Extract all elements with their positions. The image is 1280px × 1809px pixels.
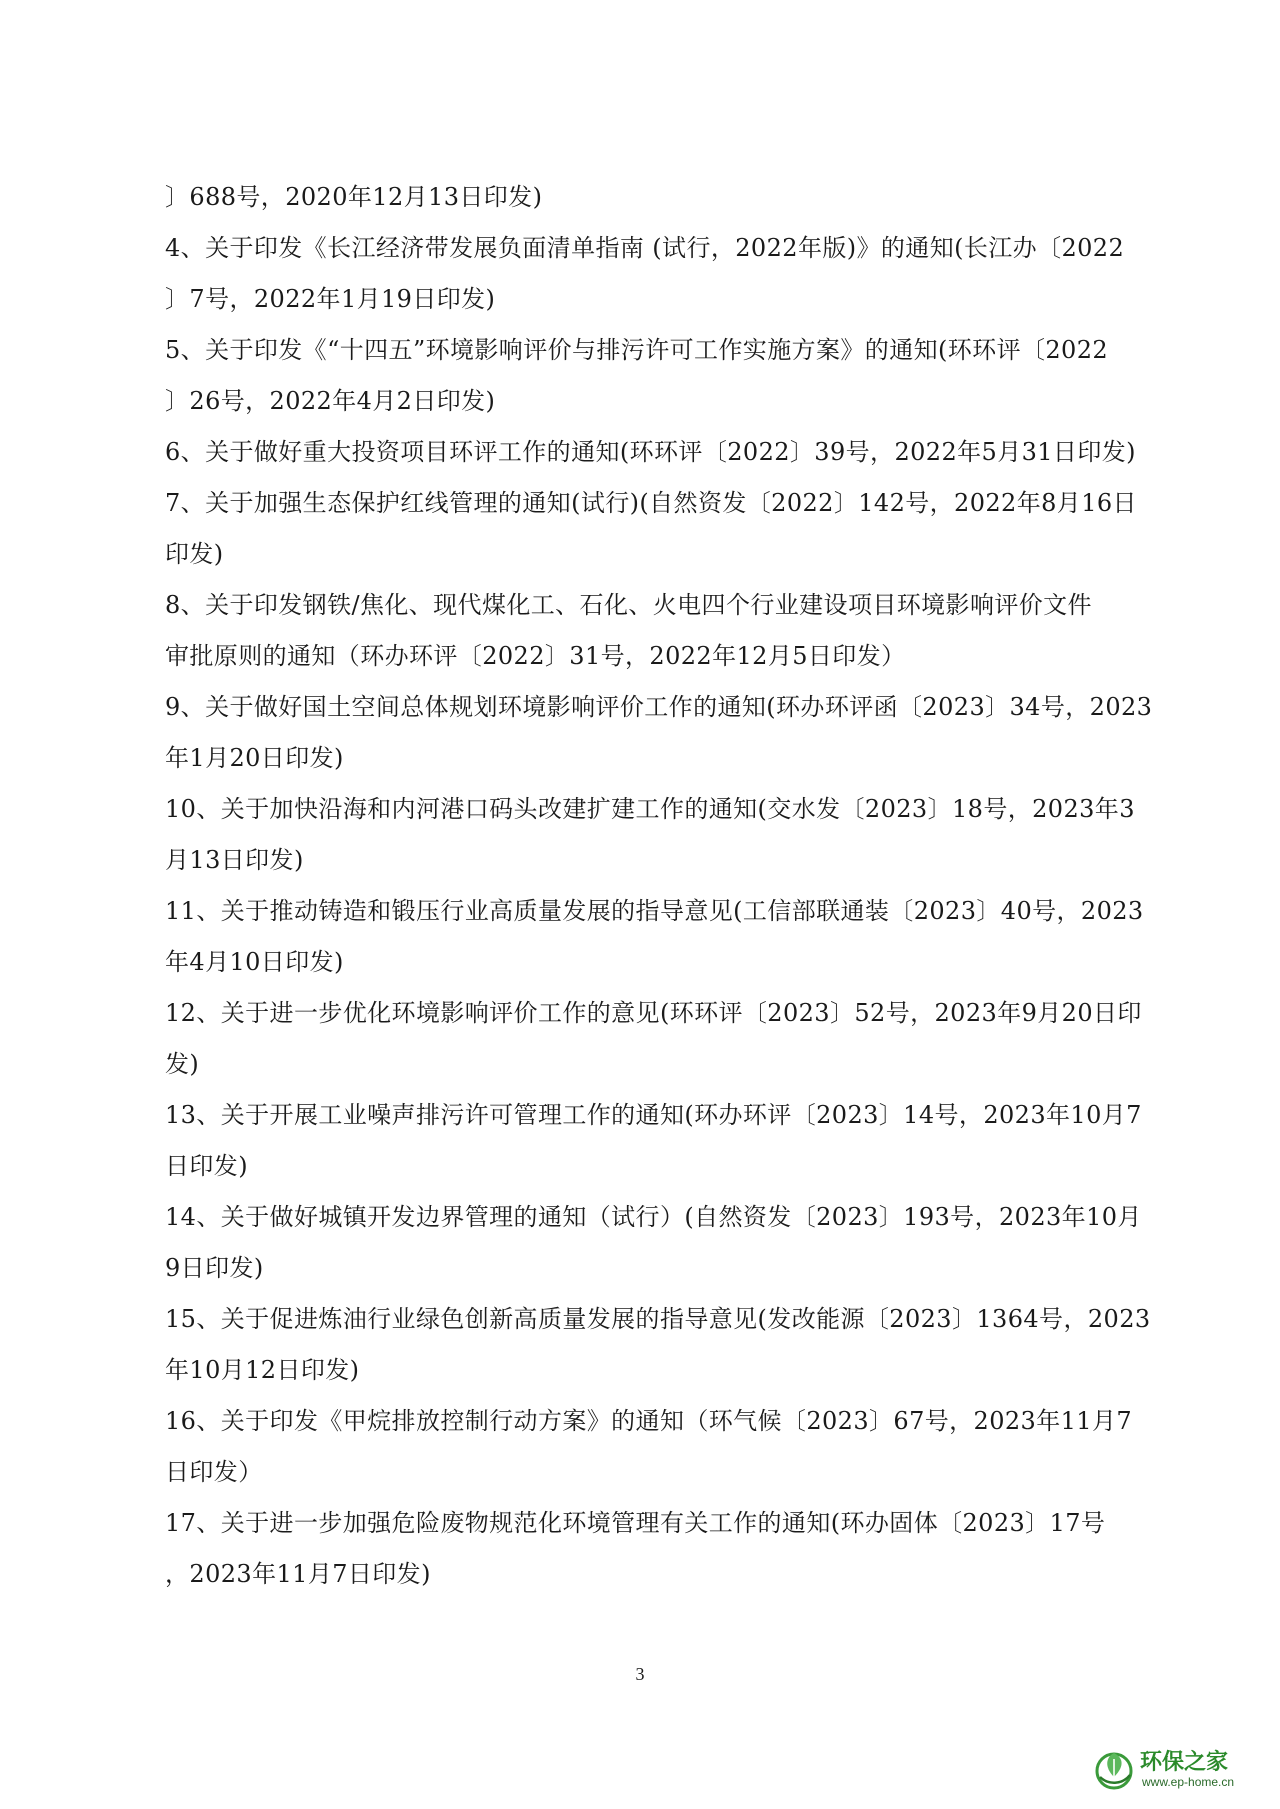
watermark (1092, 1743, 1262, 1799)
text-line: 13、关于开展工业噪声排污许可管理工作的通知(环办环评〔2023〕14号，2023年10月7 (165, 1101, 1142, 1129)
text-line: 年4月10日印发) (165, 948, 344, 976)
text-line: 4、关于印发《长江经济带发展负面清单指南 (试行，2022年版)》的通知(长江办〔2022 (165, 234, 1125, 262)
text-line: 印发) (165, 540, 224, 568)
text-line: 9日印发) (165, 1254, 264, 1282)
text-line: 年10月12日印发) (165, 1356, 360, 1384)
text-line: 17、关于进一步加强危险废物规范化环境管理有关工作的通知(环办固体〔2023〕17号 (165, 1509, 1106, 1537)
text-line: 16、关于印发《甲烷排放控制行动方案》的通知（环气候〔2023〕67号，2023年11月7 (165, 1407, 1133, 1435)
regulation-list (165, 172, 1153, 1600)
text-line: 日印发） (165, 1458, 263, 1486)
text-line: 6、关于做好重大投资项目环评工作的通知(环环评〔2022〕39号，2022年5月31日印发) (165, 438, 1136, 466)
text-line: 7、关于加强生态保护红线管理的通知(试行)(自然资发〔2022〕142号，2022年8月16日 (165, 489, 1137, 517)
text-line: 〕7号，2022年1月19日印发) (165, 285, 496, 313)
text-line: 11、关于推动铸造和锻压行业高质量发展的指导意见(工信部联通装〔2023〕40号，2023 (165, 897, 1144, 925)
text-line: 15、关于促进炼油行业绿色创新高质量发展的指导意见(发改能源〔2023〕1364号，2023 (165, 1305, 1151, 1333)
text-line: 年1月20日印发) (165, 744, 344, 772)
text-line: 14、关于做好城镇开发边界管理的通知（试行）(自然资发〔2023〕193号，2023年10月 (165, 1203, 1142, 1231)
text-line: 发) (165, 1050, 200, 1078)
watermark-url: www.ep-home.cn (1142, 1775, 1235, 1789)
text-line: 日印发) (165, 1152, 248, 1180)
text-line: 10、关于加快沿海和内河港口码头改建扩建工作的通知(交水发〔2023〕18号，2023年3 (165, 795, 1135, 823)
text-line: 5、关于印发《“十四五”环境影响评价与排污许可工作实施方案》的通知(环环评〔2022 (165, 336, 1109, 364)
text-line: 9、关于做好国土空间总体规划环境影响评价工作的通知(环办环评函〔2023〕34号，2023 (165, 693, 1153, 721)
text-line: 月13日印发) (165, 846, 304, 874)
leaf-logo-icon (1092, 1747, 1136, 1791)
text-line: 〕26号，2022年4月2日印发) (165, 387, 496, 415)
text-line: 8、关于印发钢铁/焦化、现代煤化工、石化、火电四个行业建设项目环境影响评价文件 (165, 591, 1092, 619)
text-line: 12、关于进一步优化环境影响评价工作的意见(环环评〔2023〕52号，2023年9月20日印 (165, 999, 1142, 1027)
text-line: ，2023年11月7日印发) (165, 1560, 431, 1588)
text-line: 审批原则的通知（环办环评〔2022〕31号，2022年12月5日印发） (165, 642, 906, 670)
page-number: 3 (635, 1664, 645, 1684)
text-line: 〕688号，2020年12月13日印发) (165, 183, 543, 211)
watermark-title: 环保之家 (1140, 1750, 1229, 1775)
